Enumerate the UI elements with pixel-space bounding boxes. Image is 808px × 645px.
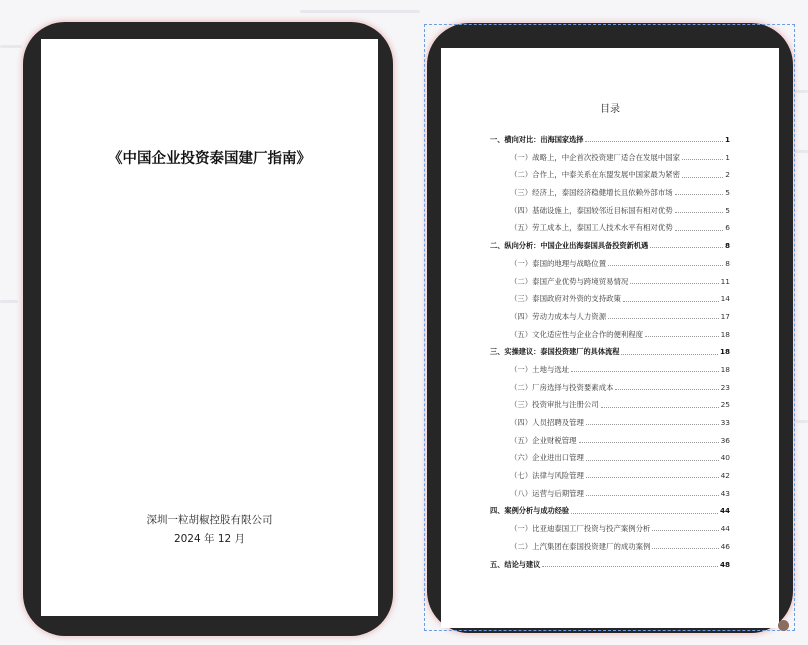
background-stroke (300, 10, 420, 13)
toc-entry-page: 6 (725, 223, 730, 233)
toc-entry-page: 36 (720, 435, 730, 445)
toc-entry-page: 5 (725, 205, 730, 215)
toc-entry-text: （二）厂房选择与投资要素成本 (510, 382, 614, 392)
toc-entry-page: 1 (725, 152, 730, 162)
toc-entry-page: 46 (720, 541, 730, 551)
toc-entry-text: （二）合作上，中泰关系在东盟发展中国家最为紧密 (510, 170, 680, 180)
toc-entry-text: （一）战略上，中企首次投资建厂适合在发展中国家 (510, 152, 680, 162)
toc-entry-text: （二）泰国产业优势与跨境贸易情况 (510, 276, 629, 286)
toc-entry-page: 25 (720, 400, 730, 410)
toc-entry-page: 8 (725, 258, 730, 268)
toc-entry-text: （三）投资审批与注册公司 (510, 400, 599, 410)
toc-entry-text: （六）企业进出口管理 (510, 453, 584, 463)
toc-entry-page: 48 (719, 559, 730, 569)
toc-entry-text: （一）比亚迪泰国工厂投资与投产案例分析 (510, 524, 651, 534)
toc-entry-page: 43 (720, 488, 730, 498)
toc-entry-page: 44 (720, 524, 730, 534)
background-stroke (0, 300, 18, 303)
toc-entry-text: （五）企业财税管理 (510, 435, 577, 445)
toc-entry-page: 2 (725, 170, 730, 180)
toc-entry-text: （八）运营与后期管理 (510, 488, 584, 498)
toc-entry-page: 1 (724, 135, 730, 144)
toc-entry-text: （三）泰国政府对外资的支持政策 (510, 294, 621, 304)
toc-entry-text: 四、案例分析与成功经验 (490, 506, 570, 516)
toc-entry-page: 42 (720, 471, 730, 481)
background-stroke (795, 420, 808, 423)
selection-box[interactable] (424, 24, 795, 631)
toc-entry-text: （四）基础设施上，泰国较邻近目标国有相对优势 (510, 205, 673, 215)
toc-entry-text: （一）泰国的地理与战略位置 (510, 258, 607, 268)
toc-entry-page: 44 (719, 506, 730, 516)
toc-entry-page: 14 (720, 294, 730, 304)
toc-entry-page: 17 (720, 311, 730, 321)
toc-heading: 目录 (600, 104, 620, 115)
toc-entry-text: 二、纵向分析：中国企业出海泰国具备投资新机遇 (490, 241, 649, 251)
toc-entry-page: 18 (720, 364, 730, 374)
toc-entry-text: （三）经济上，泰国经济稳健增长且依赖外部市场 (510, 188, 673, 198)
resize-handle[interactable] (778, 620, 789, 631)
toc-entry-text: （四）人员招聘及管理 (510, 418, 584, 427)
toc-entry-page: 5 (725, 188, 730, 198)
cover-date: 2024 年 12 月 (173, 533, 246, 545)
cover-page (41, 39, 378, 616)
toc-entry-page: 11 (720, 276, 730, 286)
toc-entry-page: 40 (720, 453, 730, 463)
toc-entry-text: （四）劳动力成本与人力资源 (510, 311, 607, 321)
toc-entry-text: 一、横向对比：出海国家选择 (490, 135, 584, 144)
cover-title: 《中国企业投资泰国建厂指南》 (108, 151, 311, 167)
toc-entry-text: 三、实操建议：泰国投资建厂的具体流程 (490, 347, 620, 357)
toc-entry-text: （五）文化适应性与企业合作的便利程度 (510, 329, 644, 339)
toc-entry-text: （一）土地与选址 (510, 364, 570, 374)
toc-entry-text: （七）法律与风险管理 (510, 471, 584, 481)
toc-entry-text: （五）劳工成本上，泰国工人技术水平有相对优势 (510, 223, 673, 233)
toc-entry-text: （二）上汽集团在泰国投资建厂的成功案例 (510, 541, 651, 551)
toc-entry-text: 五、结论与建议 (490, 559, 541, 569)
toc-entry-page: 18 (720, 329, 730, 339)
toc-entry-page: 23 (720, 382, 730, 392)
cover-organization: 深圳一粒胡椒控股有限公司 (146, 514, 273, 526)
toc-entry-page: 8 (724, 241, 730, 251)
background-stroke (0, 45, 22, 48)
toc-entry-page: 33 (720, 418, 730, 427)
toc-entry-page: 18 (719, 347, 730, 357)
